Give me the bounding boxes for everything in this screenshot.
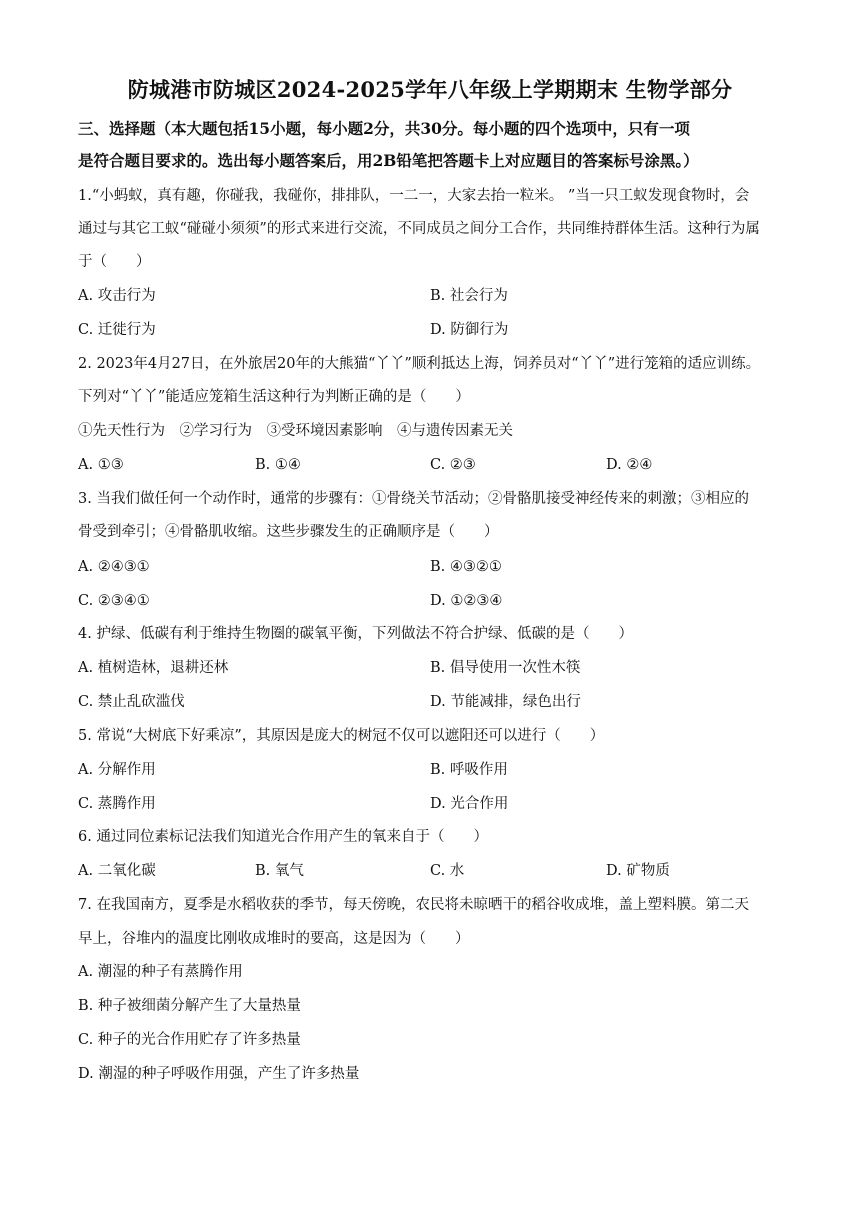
option-a: A. 潮湿的种子有蒸腾作用 bbox=[78, 964, 243, 980]
section-instructions-line-2: 是符合题目要求的。选出每小题答案后，用2B铅笔把答题卡上对应题目的答案标号涂黑。） bbox=[78, 151, 699, 170]
option-c: C. 蒸腾作用 bbox=[78, 796, 156, 812]
question-stem-line: 骨受到牵引；④骨骼肌收缩。这些步骤发生的正确顺序是（ ） bbox=[78, 524, 499, 540]
question-stem-line: 5. 常说“大树底下好乘凉”，其原因是庞大的树冠不仅可以遮阳还可以进行（ ） bbox=[78, 728, 605, 744]
option-a: A. ①③ bbox=[78, 457, 124, 473]
question-stem-line: 3. 当我们做任何一个动作时，通常的步骤有：①骨绕关节活动；②骨骼肌接受神经传来的刺激；③相应的 bbox=[78, 491, 749, 507]
option-b: B. 社会行为 bbox=[430, 288, 508, 304]
option-b: B. ①④ bbox=[255, 457, 301, 473]
option-c: C. 水 bbox=[430, 863, 465, 879]
option-a: A. ②④③① bbox=[78, 559, 150, 575]
option-c: C. 迁徙行为 bbox=[78, 322, 156, 338]
option-b: B. 倡导使用一次性木筷 bbox=[430, 660, 581, 676]
question-stem-line: 通过与其它工蚁“碰碰小须须”的形式来进行交流，不同成员之间分工合作，共同维持群体生活。这种行为属 bbox=[78, 221, 760, 237]
option-d: D. 潮湿的种子呼吸作用强，产生了许多热量 bbox=[78, 1066, 360, 1082]
option-d: D. 节能减排，绿色出行 bbox=[430, 694, 581, 710]
question-stem-line: 6. 通过同位素标记法我们知道光合作用产生的氧来自于（ ） bbox=[78, 829, 488, 845]
option-c: C. 种子的光合作用贮存了许多热量 bbox=[78, 1032, 301, 1048]
option-b: B. ④③②① bbox=[430, 559, 502, 575]
option-a: A. 攻击行为 bbox=[78, 288, 156, 304]
option-d: D. 防御行为 bbox=[430, 322, 509, 338]
option-d: D. 光合作用 bbox=[430, 796, 509, 812]
option-a: A. 植树造林，退耕还林 bbox=[78, 660, 229, 676]
option-a: A. 二氧化碳 bbox=[78, 863, 156, 879]
page-title: 防城港市防城区2024-2025学年八年级上学期期末 生物学部分 bbox=[127, 77, 733, 102]
section-instructions-line-1: 三、选择题（本大题包括15小题，每小题2分，共30分。每小题的四个选项中，只有一项 bbox=[78, 119, 690, 138]
question-stem-line: 早上，谷堆内的温度比刚收成堆时的要高，这是因为（ ） bbox=[78, 931, 470, 947]
option-b: B. 呼吸作用 bbox=[430, 762, 508, 778]
question-stem-line: 1.“小蚂蚁，真有趣，你碰我，我碰你，排排队，一二一，大家去抬一粒米。 ”当一只工蚁发现食物时，会 bbox=[78, 188, 750, 204]
option-a: A. 分解作用 bbox=[78, 762, 156, 778]
question-stem-line: ①先天性行为 ②学习行为 ③受环境因素影响 ④与遗传因素无关 bbox=[78, 423, 513, 439]
question-stem-line: 2. 2023年4月27日，在外旅居20年的大熊猫“丫丫”顺利抵达上海，饲养员对“丫丫”进行笼箱的适应训练。 bbox=[78, 356, 761, 372]
question-stem-line: 下列对“丫丫”能适应笼箱生活这种行为判断正确的是（ ） bbox=[78, 389, 470, 405]
option-c: C. ②③ bbox=[430, 457, 476, 473]
option-b: B. 种子被细菌分解产生了大量热量 bbox=[78, 998, 301, 1014]
option-d: D. 矿物质 bbox=[606, 863, 670, 879]
question-stem-line: 7. 在我国南方，夏季是水稻收获的季节，每天傍晚，农民将未晾晒干的稻谷收成堆，盖上塑料膜。第二天 bbox=[78, 897, 749, 913]
option-d: D. ①②③④ bbox=[430, 593, 503, 609]
option-c: C. ②③④① bbox=[78, 593, 150, 609]
option-b: B. 氧气 bbox=[255, 863, 304, 879]
option-d: D. ②④ bbox=[606, 457, 653, 473]
option-c: C. 禁止乱砍滥伐 bbox=[78, 694, 185, 710]
question-stem-line: 4. 护绿、低碳有利于维持生物圈的碳氧平衡，下列做法不符合护绿、低碳的是（ ） bbox=[78, 626, 633, 642]
question-stem-line: 于（ ） bbox=[78, 254, 151, 270]
